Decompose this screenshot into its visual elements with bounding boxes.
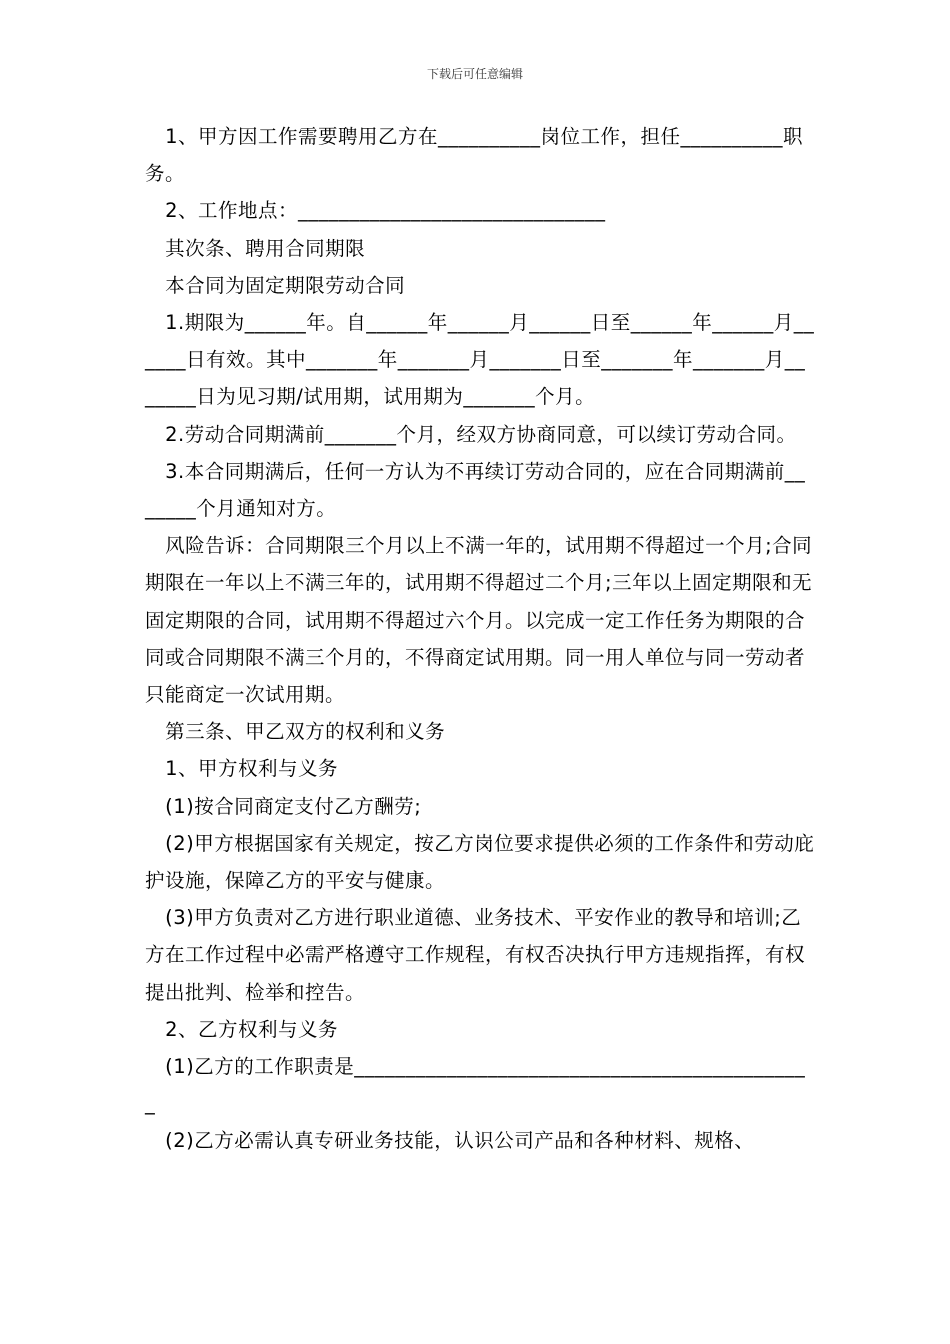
party-a-item-2: (2)甲方根据国家有关规定，按乙方岗位要求提供必须的工作条件和劳动庇护设施，保障乙方的平安与健康。 bbox=[145, 831, 815, 893]
party-a-item-3: (3)甲方负责对乙方进行职业道德、业务技术、平安作业的教导和培训;乙方在工作过程中必需严格遵守工作规程，有权否决执行甲方违规指挥，有权提出批判、检举和控告。 bbox=[145, 906, 806, 1004]
clause-1-1-position: 1、甲方因工作需要聘用乙方在__________岗位工作，担任__________职务。 bbox=[145, 125, 804, 186]
contract-type: 本合同为固定期限劳动合同 bbox=[145, 273, 406, 297]
risk-notice: 风险告诉：合同期限三个月以上不满一年的，试用期不得超过一个月;合同期限在一年以上不满三年的，试用期不得超过二个月;三年以上固定期限和无固定期限的合同，试用期不得超过六个月。以完成一定工作任务为期限的合同或合同期限不满三个月的，不得商定试用期。同一用人单位与同一劳动者只能商定一次试用期。 bbox=[145, 534, 813, 707]
party-b-item-2: (2)乙方必需认真专研业务技能，认识公司产品和各种材料、规格、 bbox=[145, 1129, 755, 1153]
page-header: 下载后可任意编辑 bbox=[426, 67, 523, 81]
clause-2-3-notice: 3.本合同期满后，任何一方认为不再续订劳动合同的，应在合同期满前_______个月通知对方。 bbox=[145, 459, 806, 521]
party-b-item-1: (1)乙方的工作职责是_____________________________________________ bbox=[145, 1055, 806, 1116]
document-body bbox=[145, 118, 815, 1160]
clause-2-1-term: 1.期限为______年。自______年______月______日至______年______月______日有效。其中_______年_______月_______日至_______年_______月_______日为见习期/试用期，试用期为_______个月。 bbox=[145, 311, 815, 409]
clause-2-2-renewal: 2.劳动合同期满前_______个月，经双方协商同意，可以续订劳动合同。 bbox=[145, 422, 797, 446]
party-a-rights-heading: 1、甲方权利与义务 bbox=[145, 757, 339, 781]
clause-1-2-work-location: 2、工作地点：______________________________ bbox=[145, 199, 606, 223]
party-a-item-1: (1)按合同商定支付乙方酬劳; bbox=[145, 794, 422, 818]
article-2-heading: 其次条、聘用合同期限 bbox=[145, 236, 366, 260]
party-b-rights-heading: 2、乙方权利与义务 bbox=[145, 1017, 339, 1041]
article-3-heading: 第三条、甲乙双方的权利和义务 bbox=[145, 720, 446, 744]
